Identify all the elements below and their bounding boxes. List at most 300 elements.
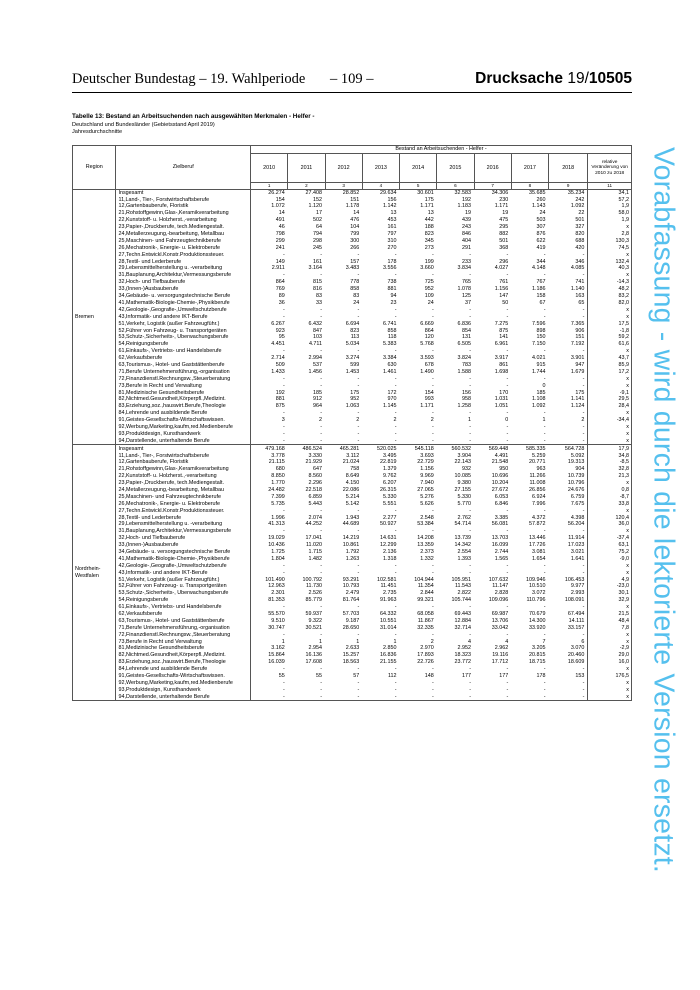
value-cell: 6.694: [345, 320, 360, 327]
column-number: 9: [549, 183, 588, 190]
table-row: [73, 563, 632, 570]
value-cell: 1: [468, 417, 472, 424]
occupation-label: 94,Darstellende, unterhaltende Berufe: [116, 694, 251, 701]
value-cell: 109.946: [526, 576, 546, 583]
region-cell: Nordrhein-Westfalen: [73, 445, 116, 701]
table-row: [73, 293, 632, 300]
value-cell: 10.739: [567, 473, 585, 480]
value-cell: 912: [313, 396, 323, 403]
value-cell: 21.548: [491, 459, 509, 466]
relative-change-cell: x: [588, 252, 632, 259]
value-cell: -: [320, 666, 323, 673]
value-cell: -: [582, 306, 585, 313]
value-cell: 7.150: [532, 341, 546, 348]
value-cell: -: [282, 631, 285, 638]
value-cell: 932: [462, 466, 472, 473]
value-cell: -: [549, 694, 588, 701]
value-cell: 6: [581, 638, 585, 645]
value-cell: -: [506, 272, 509, 279]
value-cell: -: [469, 507, 472, 514]
value-cell: 243: [462, 224, 472, 231]
occupation-label: 72,Finanzdienstl.Rechnungsw.,Steuerberatung: [116, 632, 251, 639]
value-cell: 964: [313, 403, 323, 410]
value-cell: -: [582, 604, 585, 611]
value-cell: -: [506, 375, 509, 382]
value-cell: -: [394, 604, 397, 611]
value-cell: 27.155: [454, 486, 472, 493]
value-cell: 260: [536, 196, 546, 203]
relative-change-cell: 40,3: [588, 265, 632, 272]
value-cell: 1.379: [383, 466, 397, 473]
value-cell: 2.994: [308, 355, 323, 362]
value-cell: 41.313: [268, 521, 285, 528]
value-cell: 30.521: [305, 624, 323, 631]
value-cell: 21.115: [268, 459, 285, 466]
value-cell: 177: [462, 673, 472, 680]
value-cell: -: [394, 348, 397, 355]
value-cell: 486.524: [288, 445, 325, 452]
value-cell: 22.726: [417, 659, 434, 666]
value-cell: 26.274: [251, 189, 288, 196]
value-cell: 57: [353, 673, 360, 680]
value-cell: -: [394, 272, 397, 279]
value-cell: 3.824: [457, 355, 472, 362]
relative-change-cell: x: [588, 348, 632, 355]
column-header-year: 2011: [288, 154, 325, 183]
value-cell: 453: [387, 217, 397, 224]
value-cell: -: [506, 562, 509, 569]
value-cell: -: [474, 438, 511, 445]
occupation-label: 82,Nichtmed.Gesundheit,Körperpfl.,Medizint.: [116, 652, 251, 659]
table-row: [73, 238, 632, 245]
relative-change-cell: 48,2: [588, 286, 632, 293]
value-cell: -: [469, 251, 472, 258]
value-cell: 569.448: [474, 445, 511, 452]
value-cell: 11.008: [529, 480, 546, 487]
value-cell: 864: [275, 279, 285, 286]
value-cell: 103: [313, 334, 323, 341]
value-cell: -: [506, 410, 509, 417]
value-cell: 0: [542, 382, 546, 389]
value-cell: -: [357, 382, 360, 389]
value-cell: -: [543, 679, 546, 686]
value-cell: 11.867: [417, 617, 434, 624]
relative-change-cell: x: [588, 424, 632, 431]
table-row: [73, 431, 632, 438]
value-cell: -: [320, 569, 323, 576]
value-cell: 1.996: [271, 514, 285, 521]
value-cell: 798: [275, 231, 285, 238]
value-cell: 2.277: [383, 514, 397, 521]
value-cell: 7.996: [532, 500, 546, 507]
value-cell: 11.914: [568, 535, 585, 542]
value-cell: 5.551: [383, 500, 397, 507]
value-cell: 245: [313, 244, 323, 251]
value-cell: 22.729: [417, 459, 434, 466]
relative-change-cell: x: [588, 632, 632, 639]
value-cell: 113: [350, 334, 360, 341]
value-cell: 6.053: [494, 493, 509, 500]
value-cell: 5.735: [271, 500, 285, 507]
value-cell: 2.850: [383, 645, 397, 652]
value-cell: 1.141: [570, 396, 585, 403]
table-row: [73, 625, 632, 632]
value-cell: -: [431, 251, 434, 258]
occupation-label: 94,Darstellende, unterhaltende Berufe: [116, 438, 251, 445]
table-row: [73, 348, 632, 355]
value-cell: 847: [313, 327, 323, 334]
value-cell: 10.510: [529, 583, 546, 590]
value-cell: 368: [499, 244, 509, 251]
value-cell: 101.490: [265, 576, 285, 583]
value-cell: 1.744: [532, 368, 546, 375]
header-doc-prefix: Drucksache: [475, 70, 564, 87]
table-row: [73, 459, 632, 466]
value-cell: 5.214: [345, 493, 360, 500]
relative-change-cell: x: [588, 224, 632, 231]
occupation-label: 41,Mathematik-Biologie-Chemie-,Physikberufe: [116, 300, 251, 307]
value-cell: -: [320, 528, 323, 535]
relative-change-cell: x: [588, 314, 632, 321]
value-cell: 5.626: [420, 500, 434, 507]
value-cell: -: [282, 528, 285, 535]
value-cell: 14.342: [454, 542, 472, 549]
value-cell: 21.155: [380, 659, 397, 666]
value-cell: 537: [313, 361, 323, 368]
value-cell: 1.092: [570, 203, 585, 210]
table-row: [73, 556, 632, 563]
value-cell: -: [282, 604, 285, 611]
value-cell: 3.778: [271, 452, 285, 459]
value-cell: -: [506, 348, 509, 355]
column-header-zielberuf: Zielberuf: [116, 146, 251, 190]
value-cell: 1.156: [420, 466, 434, 473]
value-cell: 858: [350, 286, 360, 293]
relative-change-cell: x: [588, 666, 632, 673]
value-cell: 67.494: [567, 611, 585, 618]
value-cell: 4: [468, 638, 472, 645]
value-cell: 2.074: [308, 514, 323, 521]
header-doc-number-light: 19/: [567, 70, 589, 87]
value-cell: 4.021: [532, 355, 546, 362]
value-cell: 148: [424, 673, 434, 680]
table-row: [73, 410, 632, 417]
table-row: [73, 501, 632, 508]
relative-change-cell: x: [588, 410, 632, 417]
value-cell: -: [543, 306, 546, 313]
table-row: [73, 307, 632, 314]
table-row: [73, 597, 632, 604]
occupation-label: 63,Tourismus-, Hotel- und Gaststättenberufe: [116, 362, 251, 369]
value-cell: -: [394, 686, 397, 693]
value-cell: -: [506, 686, 509, 693]
occupation-label: 31,Bauplanung,Architektur,Vermessungsberufe: [116, 528, 251, 535]
value-cell: 69.443: [454, 611, 472, 618]
value-cell: 152: [313, 196, 323, 203]
relative-change-cell: 32,9: [588, 597, 632, 604]
value-cell: 9.969: [420, 473, 434, 480]
value-cell: -: [431, 306, 434, 313]
value-cell: 16.836: [380, 652, 397, 659]
value-cell: -: [469, 686, 472, 693]
value-cell: 22.819: [380, 459, 397, 466]
value-cell: 230: [499, 196, 509, 203]
value-cell: 56.204: [567, 521, 585, 528]
table-row: [73, 638, 632, 645]
relative-change-cell: 83,2: [588, 293, 632, 300]
value-cell: 9.322: [308, 617, 323, 624]
value-cell: 2.844: [420, 590, 434, 597]
value-cell: 3.070: [570, 645, 585, 652]
value-cell: 1.588: [457, 368, 472, 375]
table-row: [73, 611, 632, 618]
value-cell: 2.952: [457, 645, 472, 652]
value-cell: 105.744: [451, 597, 472, 604]
value-cell: -: [543, 507, 546, 514]
value-cell: 185: [536, 389, 546, 396]
value-cell: 17.041: [305, 535, 323, 542]
table-subtitle: Deutschland und Bundesländer (Gebietsstand April 2019): [72, 122, 215, 128]
value-cell: 20.460: [567, 652, 585, 659]
table-row: [73, 507, 632, 514]
occupation-label: 42,Geologie-,Geografie-,Umweltschutzberufe: [116, 563, 251, 570]
value-cell: 295: [499, 224, 509, 231]
value-cell: 647: [313, 466, 323, 473]
value-cell: -: [394, 251, 397, 258]
value-cell: 10.796: [567, 480, 585, 487]
value-cell: 1.698: [494, 368, 509, 375]
value-cell: 14.208: [417, 535, 434, 542]
value-cell: 1.145: [383, 403, 397, 410]
value-cell: 2.301: [271, 590, 285, 597]
value-cell: -: [357, 666, 360, 673]
header-rule: [72, 92, 632, 93]
occupation-label: 82,Nichtmed.Gesundheit,Körperpfl.,Medizint.: [116, 396, 251, 403]
occupation-label: 28,Textil- und Lederberufe: [116, 258, 251, 265]
value-cell: -: [582, 382, 585, 389]
value-cell: 11.451: [380, 583, 397, 590]
value-cell: 17.023: [567, 542, 585, 549]
occupation-label: Insgesamt: [116, 189, 251, 196]
value-cell: -: [394, 306, 397, 313]
value-cell: -: [431, 528, 434, 535]
table-row: [73, 424, 632, 431]
value-cell: -: [474, 694, 511, 701]
value-cell: -: [282, 251, 285, 258]
occupation-label: 63,Tourismus-, Hotel- und Gaststättenberufe: [116, 618, 251, 625]
value-cell: 3.384: [383, 355, 397, 362]
value-cell: -: [394, 569, 397, 576]
value-cell: 30.601: [400, 189, 437, 196]
value-cell: -: [506, 679, 509, 686]
occupation-label: 34,Gebäude- u. versorgungstechnische Berufe: [116, 549, 251, 556]
occupation-label: 24,Metallerzeugung,-bearbeitung, Metallbau: [116, 231, 251, 238]
value-cell: 149: [275, 258, 285, 265]
region-cell: Bremen: [73, 189, 116, 445]
value-cell: 300: [350, 237, 360, 244]
relative-change-cell: 176,5: [588, 673, 632, 680]
value-cell: 6.432: [308, 320, 323, 327]
value-cell: 3.162: [271, 645, 285, 652]
value-cell: 1.078: [457, 286, 472, 293]
relative-change-cell: 29,5: [588, 396, 632, 403]
value-cell: 16.136: [305, 652, 323, 659]
occupation-label: 26,Mechatronik-, Energie- u. Elektroberufe: [116, 245, 251, 252]
value-cell: 273: [424, 244, 434, 251]
value-cell: -: [282, 375, 285, 382]
occupation-label: 73,Berufe in Recht und Verwaltung: [116, 638, 251, 645]
value-cell: 83: [353, 293, 360, 300]
value-cell: 7.365: [570, 320, 585, 327]
value-cell: -: [325, 438, 362, 445]
value-cell: 876: [536, 231, 546, 238]
table-row: [73, 417, 632, 424]
value-cell: -: [582, 430, 585, 437]
value-cell: 12.963: [268, 583, 285, 590]
value-cell: 141: [499, 334, 509, 341]
value-cell: -: [394, 631, 397, 638]
value-cell: -: [400, 438, 437, 445]
value-cell: 344: [536, 258, 546, 265]
value-cell: -: [469, 569, 472, 576]
value-cell: 4.150: [345, 480, 360, 487]
value-cell: 85.779: [305, 597, 323, 604]
occupation-label: 26,Mechatronik-, Energie- u. Elektroberufe: [116, 501, 251, 508]
table-row: [73, 652, 632, 659]
value-cell: 1.332: [420, 555, 434, 562]
value-cell: 767: [536, 279, 546, 286]
value-cell: 963: [536, 466, 546, 473]
value-cell: -: [282, 507, 285, 514]
table-row: [73, 196, 632, 203]
value-cell: 585.335: [511, 445, 548, 452]
occupation-label: 73,Berufe in Recht und Verwaltung: [116, 382, 251, 389]
value-cell: 3.205: [532, 645, 546, 652]
value-cell: -: [357, 306, 360, 313]
value-cell: -: [511, 438, 548, 445]
table-row: [73, 576, 632, 583]
value-cell: 858: [387, 327, 397, 334]
relative-change-cell: 75,2: [588, 549, 632, 556]
table-row: [73, 445, 632, 452]
occupation-label: 83,Erziehung,soz.,hauswirt.Berufe,Theologie: [116, 403, 251, 410]
value-cell: 12.299: [380, 542, 397, 549]
relative-change-cell: 21,5: [588, 611, 632, 618]
value-cell: 12.884: [454, 617, 472, 624]
value-cell: 327: [575, 224, 585, 231]
table-row: [73, 252, 632, 259]
value-cell: -: [357, 313, 360, 320]
value-cell: 2.373: [420, 549, 434, 555]
value-cell: -: [543, 430, 546, 437]
column-number: 5: [400, 183, 437, 190]
value-cell: 419: [536, 244, 546, 251]
value-cell: -: [582, 348, 585, 355]
value-cell: 1.108: [532, 396, 546, 403]
value-cell: -: [282, 569, 285, 576]
value-cell: 57.872: [529, 521, 546, 528]
value-cell: 947: [575, 361, 585, 368]
occupation-label: 84,Lehrende und ausbildende Berufe: [116, 666, 251, 673]
relative-change-cell: 2,8: [588, 231, 632, 238]
relative-change-cell: -37,4: [588, 535, 632, 542]
value-cell: 2.714: [271, 355, 285, 362]
value-cell: 1.140: [570, 286, 585, 293]
value-cell: 3.917: [494, 355, 509, 362]
value-cell: -: [357, 410, 360, 417]
value-cell: -: [582, 569, 585, 576]
value-cell: 29.634: [362, 189, 399, 196]
value-cell: 170: [499, 389, 509, 396]
value-cell: -: [394, 410, 397, 417]
table-row: [73, 473, 632, 480]
value-cell: -: [431, 569, 434, 576]
value-cell: 13.359: [417, 542, 434, 549]
occupation-label: 51,Verkehr, Logistik (außer Fahrzeugführ.): [116, 576, 251, 583]
value-cell: 491: [275, 217, 285, 224]
table-row: [73, 300, 632, 307]
value-cell: 7.596: [532, 320, 546, 327]
relative-change-cell: x: [588, 569, 632, 576]
value-cell: -: [511, 694, 548, 701]
value-cell: -: [394, 528, 397, 535]
value-cell: 19: [502, 210, 509, 217]
occupation-label: 51,Verkehr, Logistik (außer Fahrzeugführ.): [116, 320, 251, 327]
column-header-year: 2014: [400, 154, 437, 183]
header-document-number: [475, 70, 632, 88]
value-cell: 1: [393, 638, 397, 645]
value-cell: 1.171: [494, 203, 509, 210]
column-group-header: Bestand an Arbeitsuchenden - Helfer -: [251, 146, 632, 154]
occupation-label: 23,Papier-,Druckberufe, tech.Mediengestalt.: [116, 224, 251, 231]
value-cell: -: [431, 604, 434, 611]
occupation-label: 12,Gartenbauberufe, Floristik: [116, 203, 251, 210]
value-cell: 3.660: [420, 265, 434, 272]
value-cell: 177: [499, 673, 509, 680]
value-cell: 32.714: [454, 624, 472, 631]
value-cell: 3.593: [420, 355, 434, 362]
value-cell: -: [431, 410, 434, 417]
relative-change-cell: 17,9: [588, 445, 632, 452]
value-cell: 688: [575, 237, 585, 244]
occupation-label: 62,Verkaufsberufe: [116, 611, 251, 618]
value-cell: 1.770: [271, 480, 285, 487]
value-cell: 95: [278, 334, 285, 341]
value-cell: -: [543, 423, 546, 430]
value-cell: -: [282, 430, 285, 437]
value-cell: -: [469, 382, 472, 389]
relative-change-cell: 33,8: [588, 501, 632, 508]
value-cell: 5.276: [420, 493, 434, 500]
value-cell: 4.398: [570, 514, 585, 521]
value-cell: 32.583: [437, 189, 474, 196]
value-cell: 9.977: [570, 583, 585, 590]
value-cell: 30.747: [268, 624, 285, 631]
table-row: [73, 341, 632, 348]
value-cell: -: [543, 272, 546, 279]
value-cell: 83: [316, 293, 323, 300]
value-cell: 2: [356, 417, 360, 424]
value-cell: 503: [536, 217, 546, 224]
occupation-label: 29,Lebensmittelherstellung u. -verarbeitung: [116, 521, 251, 528]
value-cell: 882: [499, 231, 509, 238]
value-cell: 21.024: [342, 459, 360, 466]
column-number: 1: [251, 183, 288, 190]
value-cell: 24.676: [567, 486, 585, 493]
value-cell: -: [543, 251, 546, 258]
value-cell: -: [320, 423, 323, 430]
value-cell: -: [582, 251, 585, 258]
